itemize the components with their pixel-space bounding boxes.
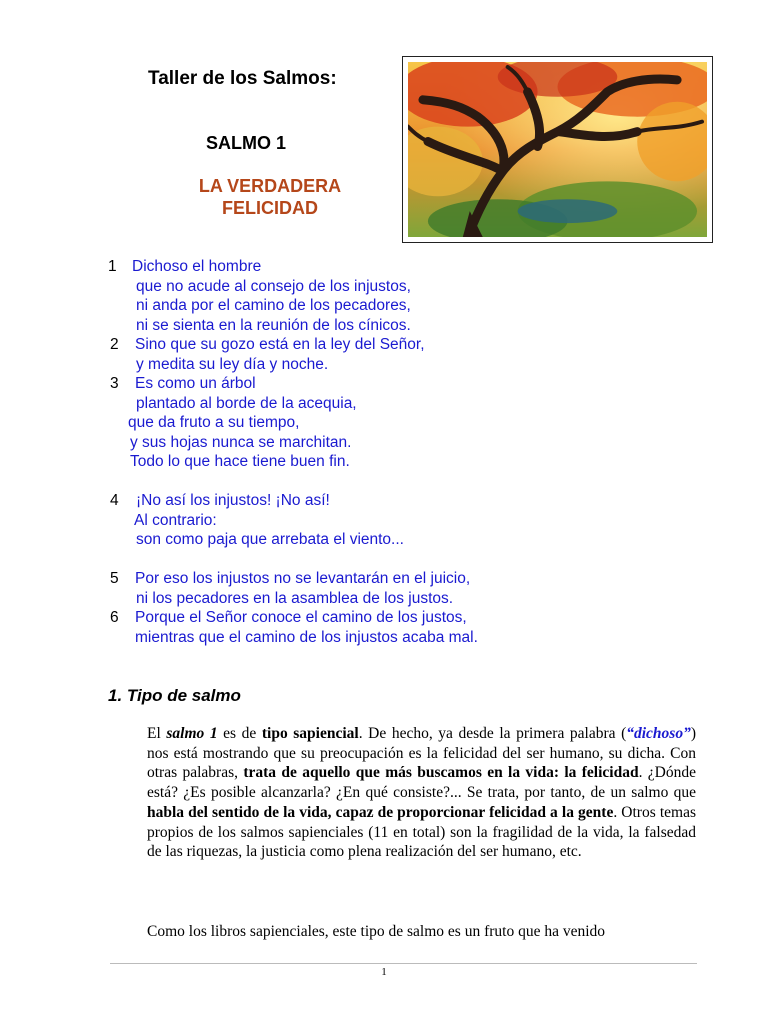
text-run: . ¿Dónde está? ¿Es posible alcanzarla? ¿En qué consiste?... Se trata, por tanto, de un salmo que: [147, 764, 696, 802]
verse-line: Es como un árbol: [135, 375, 256, 392]
emphasis-run: “dichoso”: [626, 725, 691, 742]
text-run: El: [147, 725, 167, 742]
verse-line: Porque el Señor conoce el camino de los justos,: [135, 609, 467, 626]
page-number: 1: [381, 966, 387, 978]
verse-number: 5: [110, 570, 119, 587]
section-heading: 1. Tipo de salmo: [108, 686, 241, 705]
verse-line: y medita su ley día y noche.: [136, 355, 329, 373]
verse-line: Sino que su gozo está en la ley del Señor,: [135, 336, 425, 353]
text-run: ) nos está mostrando que su preocupación es la felicidad del ser humano, su dicha. Con otras palabras,: [147, 725, 697, 782]
psalm-subtitle: [175, 175, 365, 219]
verse-number: 4: [110, 492, 119, 509]
verse-line: Al contrario:: [134, 511, 217, 529]
emphasis-run: salmo 1: [166, 725, 218, 742]
autumn-tree-photo: [402, 56, 713, 243]
verse-line: Dichoso el hombre: [132, 258, 262, 275]
body-paragraph: Como los libros sapienciales, este tipo de salmo es un fruto que ha venido: [147, 923, 606, 940]
verse-line: ni se sienta en la reunión de los cínicos.: [136, 316, 411, 334]
verse-line: son como paja que arrebata el viento...: [136, 531, 404, 548]
text-run: . Otros temas propios de los salmos sapienciales (11 en total) son la fragilidad de la vida, la falsedad de las riquezas, la justicia como plena realización del ser humano, etc.: [147, 803, 696, 861]
document-title: Taller de los Salmos:: [148, 68, 337, 89]
verse-line: mientras que el camino de los injustos acaba mal.: [135, 628, 478, 646]
verse-line: Por eso los injustos no se levantarán en el juicio,: [135, 570, 471, 587]
verse-number: 1: [108, 258, 117, 275]
tree-illustration: [408, 62, 707, 237]
text-run: . De hecho, ya desde la primera palabra (: [358, 725, 627, 742]
verse-line: plantado al borde de la acequia,: [136, 394, 357, 412]
verse-number: 2: [110, 336, 119, 353]
verse-line: Todo lo que hace tiene buen fin.: [130, 453, 350, 470]
subtitle-line: FELICIDAD: [222, 198, 318, 218]
emphasis-run: habla del sentido de la vida, capaz de proporcionar felicidad a la gente: [147, 803, 614, 821]
verse-line: ni los pecadores en la asamblea de los justos.: [136, 589, 454, 607]
emphasis-run: trata de aquello que más buscamos en la vida: la felicidad: [243, 764, 639, 782]
body-paragraph: [147, 724, 696, 862]
verse-number: 6: [110, 609, 119, 626]
verse-line: que da fruto a su tiempo,: [128, 414, 300, 431]
verse-line: ni anda por el camino de los pecadores,: [136, 297, 411, 314]
verse-line: y sus hojas nunca se marchitan.: [130, 433, 352, 451]
emphasis-run: tipo sapiencial: [261, 725, 359, 742]
psalm-number-heading: SALMO 1: [206, 133, 287, 153]
verse-line: ¡No así los injustos! ¡No así!: [136, 492, 330, 509]
verse-line: que no acude al consejo de los injustos,: [136, 277, 411, 295]
footer-divider: [110, 963, 697, 964]
subtitle-line: LA VERDADERA: [198, 176, 342, 196]
verse-number: 3: [110, 375, 119, 392]
text-run: es de: [217, 725, 262, 742]
